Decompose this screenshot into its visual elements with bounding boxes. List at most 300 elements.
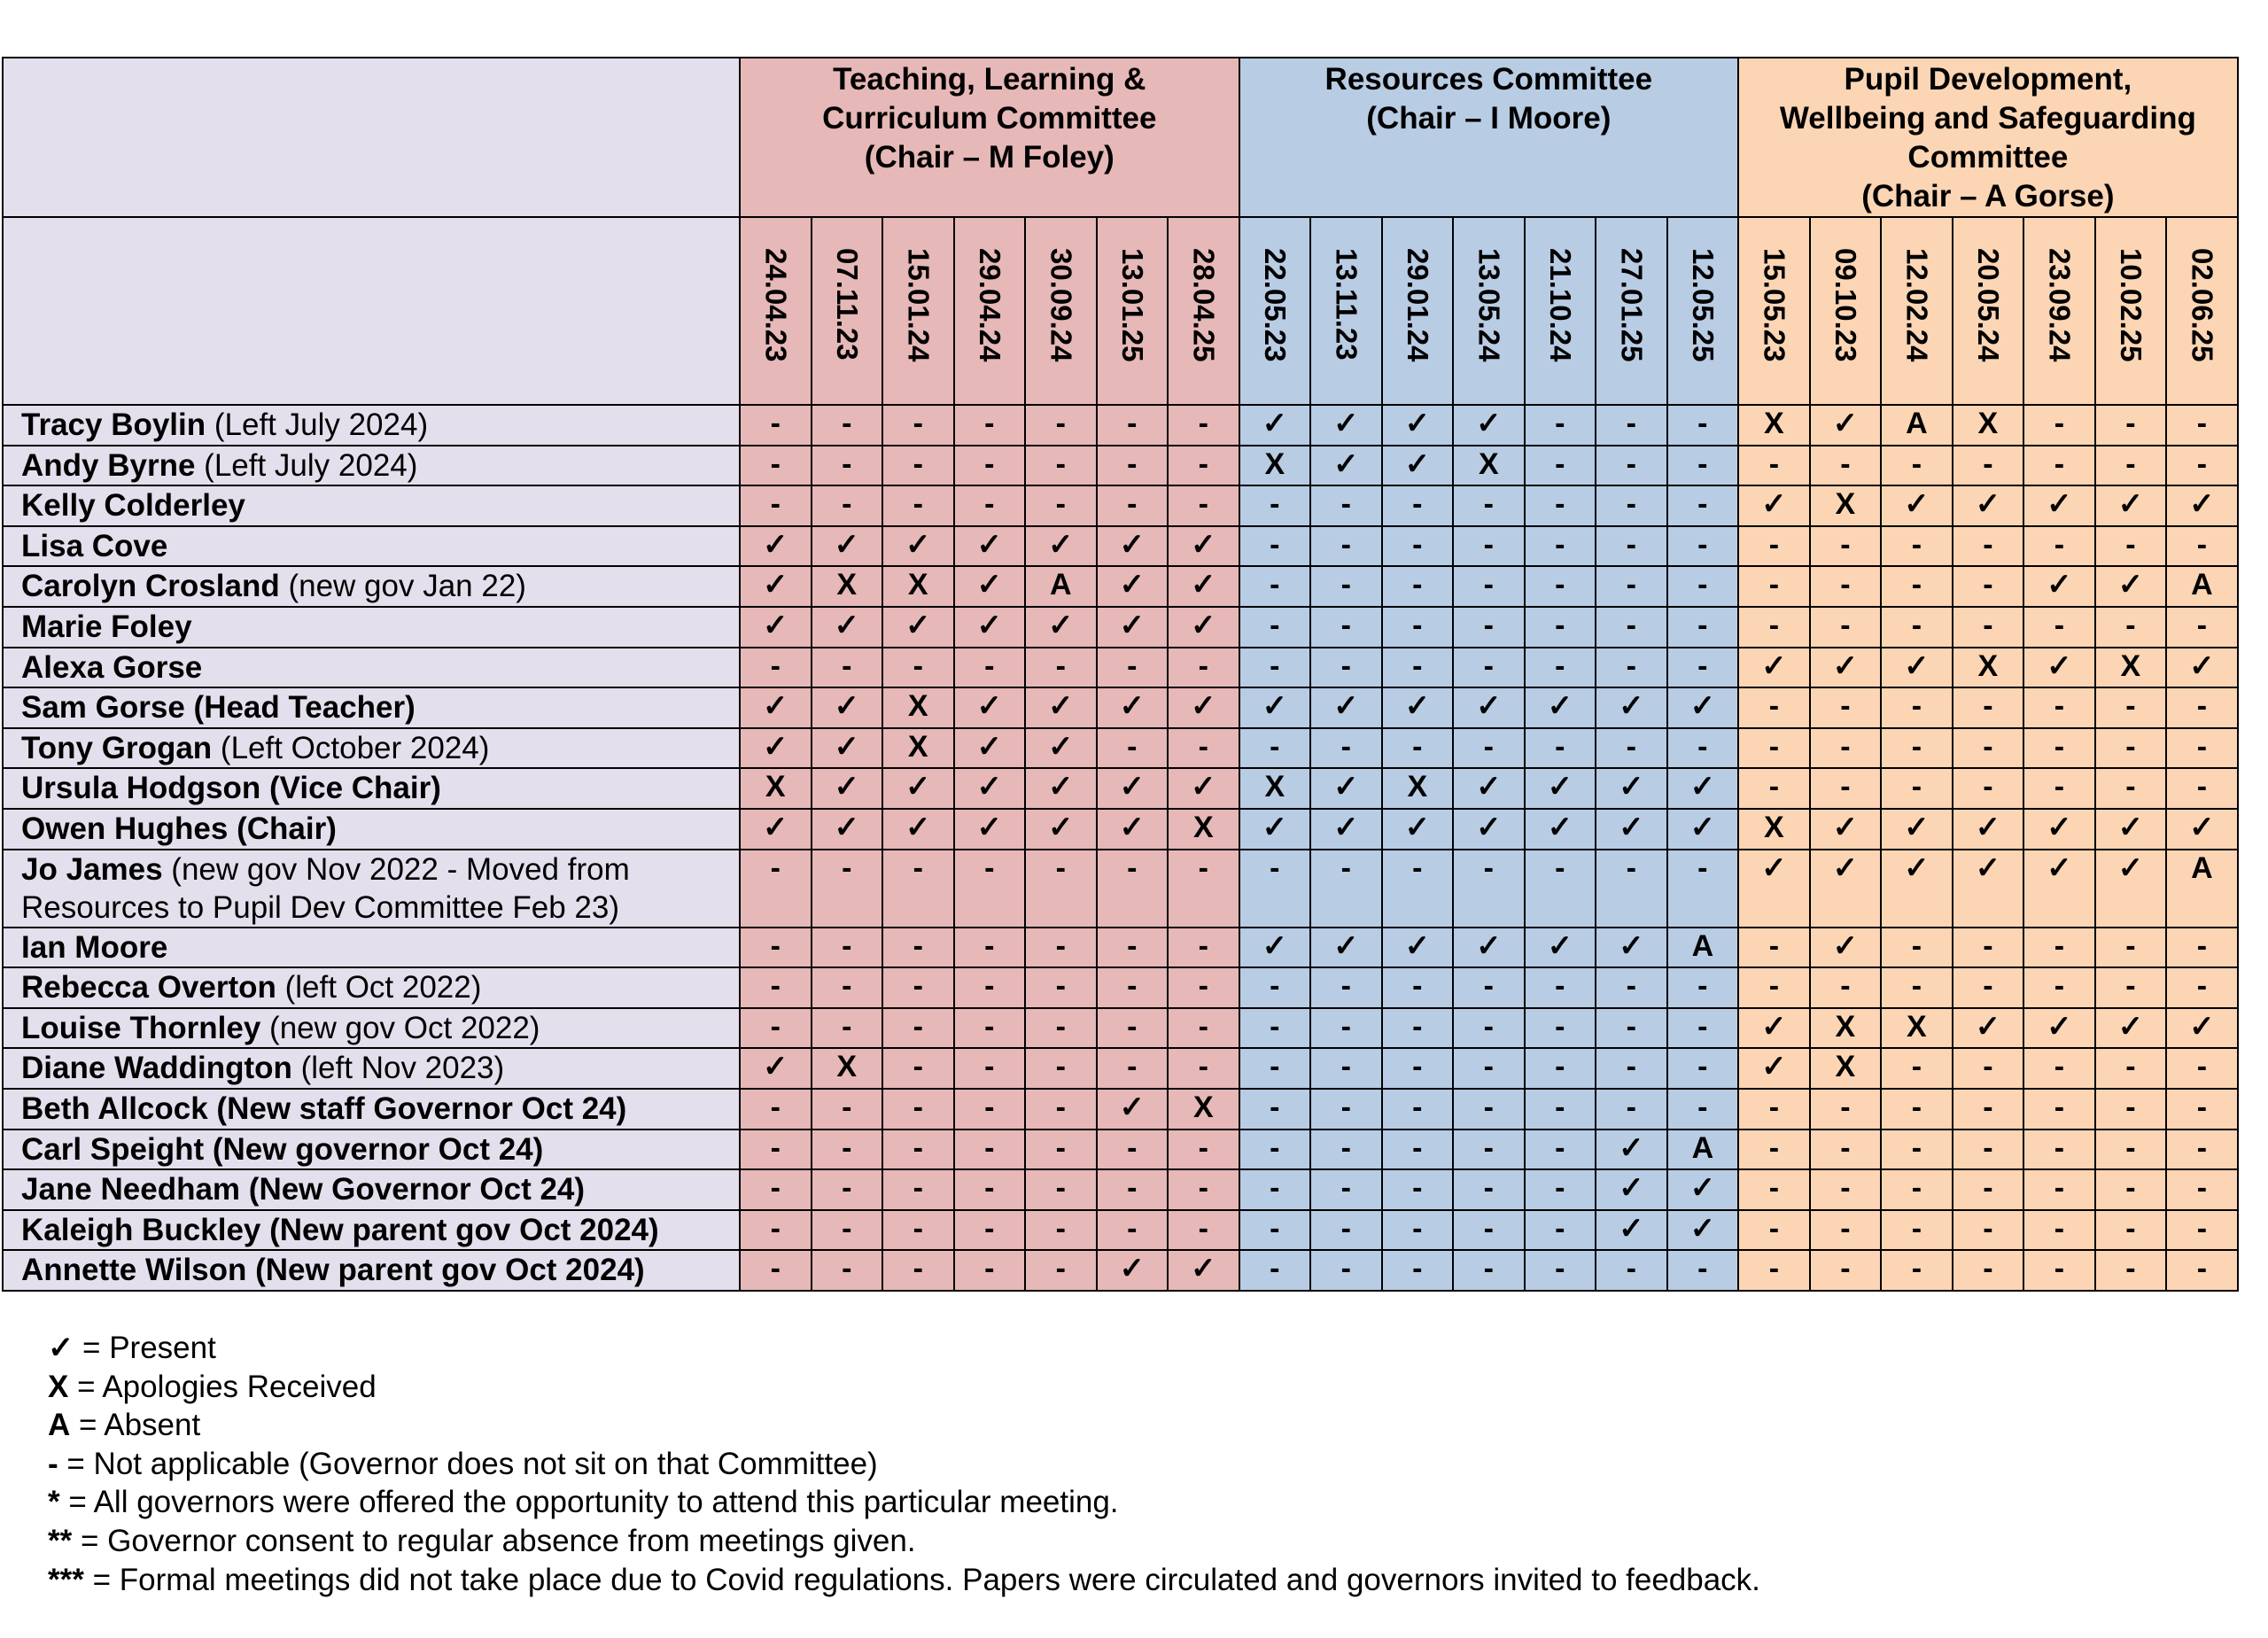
attendance-mark: - [1738,1210,1810,1251]
meeting-date-label: 27.01.25 [1615,248,1649,362]
attendance-mark: ✓ [740,1048,812,1089]
attendance-mark: - [1525,1250,1596,1291]
attendance-mark: ✓ [1881,809,1953,850]
legend-text: = Formal meetings did not take place due to Covid regulations. Papers were circulated and governors invited to feedback. [83,1562,1760,1597]
attendance-mark: - [1596,648,1667,688]
attendance-mark: - [1239,1048,1311,1089]
attendance-mark: ✓ [1168,768,1239,809]
attendance-mark: - [882,928,954,968]
attendance-mark: - [1168,1048,1239,1089]
meeting-date [882,217,954,405]
attendance-mark: ✓ [1025,526,1097,567]
attendance-mark: - [1382,607,1454,648]
attendance-mark: ✓ [954,728,1026,769]
attendance-mark: - [954,1089,1026,1130]
attendance-mark: - [2095,728,2167,769]
attendance-mark: - [1025,1008,1097,1049]
attendance-mark: ✓ [2095,566,2167,607]
meeting-dates-row [3,217,2238,405]
attendance-mark: ✓ [2095,1008,2167,1049]
attendance-mark: - [882,1048,954,1089]
attendance-mark: ✓ [954,809,1026,850]
attendance-mark: - [1596,405,1667,446]
attendance-mark: ✓ [882,768,954,809]
legend-symbol: ✓ [48,1331,74,1365]
governor-name-cell [3,768,740,809]
attendance-mark: - [1025,928,1097,968]
governor-name-cell [3,566,740,607]
legend-text: = All governors were offered the opportunity to attend this particular meeting. [59,1485,1119,1520]
attendance-mark: - [1025,648,1097,688]
attendance-mark: - [1525,566,1596,607]
attendance-mark: - [1168,967,1239,1008]
attendance-mark: - [2095,1210,2167,1251]
attendance-mark: X [1953,405,2024,446]
attendance-mark: X [2095,648,2167,688]
attendance-mark: - [1382,526,1454,567]
attendance-mark: - [740,648,812,688]
attendance-mark: - [1239,1250,1311,1291]
meeting-date [1168,217,1239,405]
attendance-mark: A [1667,1130,1739,1170]
attendance-mark: - [2095,967,2167,1008]
attendance-mark: - [1667,850,1739,928]
attendance-mark: - [1667,1048,1739,1089]
attendance-mark: - [1097,485,1169,526]
governor-name-cell [3,485,740,526]
attendance-mark: - [1738,1250,1810,1291]
governor-name-cell [3,809,740,850]
attendance-mark: ✓ [2166,648,2238,688]
attendance-mark: - [740,967,812,1008]
attendance-mark: ✓ [1097,526,1169,567]
governor-row [3,485,2238,526]
attendance-mark: ✓ [882,526,954,567]
attendance-mark: ✓ [1810,648,1882,688]
attendance-mark: - [2166,1130,2238,1170]
attendance-mark: - [1667,566,1739,607]
attendance-mark: ✓ [1453,687,1525,728]
attendance-mark: - [882,648,954,688]
attendance-mark: X [1738,405,1810,446]
attendance-mark: - [1738,1130,1810,1170]
governor-name: Owen Hughes [21,811,229,846]
committee-header [740,58,1239,217]
attendance-mark: - [740,1089,812,1130]
attendance-mark: ✓ [1596,1130,1667,1170]
attendance-mark: - [1025,1169,1097,1210]
attendance-mark: - [1453,967,1525,1008]
governor-row [3,728,2238,769]
attendance-mark: - [1382,1250,1454,1291]
governor-name-cell [3,967,740,1008]
attendance-mark: - [2095,1169,2167,1210]
attendance-mark: ✓ [954,566,1026,607]
meeting-date [812,217,883,405]
legend-text: = Governor consent to regular absence from meetings given. [72,1523,916,1558]
governor-note: (Left July 2024) [206,408,429,442]
attendance-mark: - [812,1130,883,1170]
committee-title-line: (Chair – I Moore) [1366,101,1612,136]
attendance-mark: - [1953,728,2024,769]
attendance-mark: ✓ [812,809,883,850]
governor-row [3,526,2238,567]
legend-item [48,1522,1760,1561]
legend-symbol: - [48,1446,58,1481]
attendance-mark: A [2166,566,2238,607]
attendance-mark: - [2166,1048,2238,1089]
attendance-mark: ✓ [1310,809,1382,850]
attendance-mark: ✓ [1097,607,1169,648]
attendance-mark: ✓ [1953,809,2024,850]
attendance-mark: - [1239,485,1311,526]
governor-name-cell [3,1048,740,1089]
governor-row [3,566,2238,607]
attendance-mark: X [1810,1008,1882,1049]
attendance-mark: - [954,405,1026,446]
attendance-mark: ✓ [1168,607,1239,648]
attendance-mark: - [1097,405,1169,446]
attendance-mark: ✓ [1097,566,1169,607]
attendance-mark: - [812,967,883,1008]
governor-name-cell [3,1130,740,1170]
attendance-mark: ✓ [1025,687,1097,728]
attendance-mark: X [1953,648,2024,688]
attendance-mark: ✓ [2023,566,2095,607]
attendance-mark: - [1881,1210,1953,1251]
governor-name: Carl Speight [21,1131,205,1167]
governor-row [3,1048,2238,1089]
attendance-mark: - [1596,485,1667,526]
meeting-date-label: 12.02.24 [1900,248,1934,362]
legend-item [48,1406,1760,1445]
attendance-mark: - [1953,1169,2024,1210]
legend-text: = Apologies Received [68,1369,377,1404]
attendance-mark: - [1525,1089,1596,1130]
attendance-mark: ✓ [2095,809,2167,850]
attendance-mark: ✓ [812,526,883,567]
attendance-mark: - [812,850,883,928]
governor-name-cell [3,1169,740,1210]
governor-note: (New parent gov Oct 2024) [246,1253,645,1288]
attendance-mark: - [1382,850,1454,928]
attendance-mark: ✓ [740,809,812,850]
governor-note: (Chair) [228,811,337,846]
attendance-mark: - [1453,728,1525,769]
attendance-mark: - [1097,1048,1169,1089]
attendance-mark: ✓ [1667,1169,1739,1210]
governor-name: Diane Waddington [21,1051,292,1086]
attendance-mark: - [1453,485,1525,526]
attendance-mark: - [812,1089,883,1130]
attendance-mark: A [2166,850,2238,928]
attendance-mark: - [1667,1008,1739,1049]
attendance-mark: X [812,566,883,607]
attendance-mark: - [954,1048,1026,1089]
attendance-mark: ✓ [740,566,812,607]
attendance-mark: - [1239,850,1311,928]
attendance-mark: X [1239,446,1311,486]
governor-name: Kaleigh Buckley [21,1212,261,1247]
attendance-mark: - [2166,768,2238,809]
attendance-mark: ✓ [882,809,954,850]
attendance-mark: - [882,446,954,486]
attendance-mark: - [954,850,1026,928]
attendance-mark: ✓ [1239,928,1311,968]
attendance-mark: - [954,1008,1026,1049]
governor-row [3,648,2238,688]
attendance-mark: - [1596,1250,1667,1291]
meeting-date-label: 09.10.23 [1829,248,1862,362]
attendance-mark: - [2166,446,2238,486]
attendance-mark: ✓ [1025,728,1097,769]
attendance-mark: ✓ [1738,1008,1810,1049]
attendance-mark: - [1453,526,1525,567]
attendance-mark: - [812,1169,883,1210]
attendance-mark: - [1168,1169,1239,1210]
attendance-mark: - [1810,607,1882,648]
attendance-mark: - [1667,526,1739,567]
attendance-mark: - [1525,967,1596,1008]
attendance-mark: - [1667,405,1739,446]
attendance-mark: ✓ [1168,526,1239,567]
governor-name: Tony Grogan [21,730,213,765]
attendance-mark: ✓ [1025,809,1097,850]
attendance-mark: - [1596,607,1667,648]
attendance-mark: - [954,485,1026,526]
committee-header [1738,58,2238,217]
governor-row [3,1089,2238,1130]
governor-note: (Left October 2024) [212,730,490,765]
governor-name: Kelly Colderley [21,488,245,524]
attendance-mark: - [1168,1008,1239,1049]
attendance-mark: - [882,850,954,928]
attendance-mark: - [1525,1008,1596,1049]
attendance-mark: ✓ [1525,928,1596,968]
attendance-mark: - [1025,1048,1097,1089]
attendance-mark: - [2023,728,2095,769]
attendance-mark: - [1810,1210,1882,1251]
attendance-mark: - [1239,526,1311,567]
attendance-mark: - [1239,1210,1311,1251]
attendance-mark: ✓ [1239,687,1311,728]
governor-row [3,607,2238,648]
attendance-mark: ✓ [1453,809,1525,850]
attendance-mark: - [882,1210,954,1251]
governor-row [3,768,2238,809]
attendance-mark: ✓ [1025,607,1097,648]
attendance-mark: - [882,1130,954,1170]
attendance-mark: - [1168,1130,1239,1170]
attendance-mark: - [882,1089,954,1130]
meeting-date-label: 10.02.25 [2114,248,2148,362]
meeting-date-label: 22.05.23 [1258,248,1292,362]
attendance-mark: - [2095,928,2167,968]
attendance-mark: ✓ [1881,485,1953,526]
attendance-mark: - [1953,607,2024,648]
attendance-mark: ✓ [1596,1169,1667,1210]
attendance-mark: - [1382,967,1454,1008]
governor-note: (New parent gov Oct 2024) [260,1212,659,1247]
attendance-mark: - [812,405,883,446]
committee-header-row [3,58,2238,217]
meeting-date [1596,217,1667,405]
attendance-mark: - [1025,967,1097,1008]
attendance-mark: A [1025,566,1097,607]
attendance-mark: - [1097,1169,1169,1210]
attendance-mark: - [2095,446,2167,486]
attendance-mark: ✓ [1168,566,1239,607]
attendance-mark: - [1382,648,1454,688]
attendance-mark: - [2023,1169,2095,1210]
meeting-date-label: 29.04.24 [973,248,1006,362]
governor-name-cell [3,1250,740,1291]
attendance-mark: ✓ [740,607,812,648]
meeting-date [2095,217,2167,405]
attendance-mark: ✓ [2166,485,2238,526]
attendance-mark: - [1382,485,1454,526]
attendance-mark: A [1667,928,1739,968]
governor-name-cell [3,1008,740,1049]
attendance-mark: - [1453,607,1525,648]
attendance-mark: - [1310,1089,1382,1130]
attendance-mark: - [1453,1130,1525,1170]
attendance-mark: ✓ [1738,485,1810,526]
legend-item [48,1483,1760,1522]
legend-symbol: *** [48,1562,84,1597]
governor-row [3,967,2238,1008]
attendance-mark: ✓ [2166,809,2238,850]
attendance-mark: - [1382,1089,1454,1130]
attendance-mark: - [1453,648,1525,688]
attendance-mark: X [1453,446,1525,486]
governor-name: Annette Wilson [21,1253,247,1288]
legend-item [48,1329,1760,1368]
attendance-mark: - [1881,768,1953,809]
attendance-mark: - [740,928,812,968]
attendance-mark: - [740,485,812,526]
attendance-mark: ✓ [1097,768,1169,809]
governor-row [3,1130,2238,1170]
attendance-mark: ✓ [1667,768,1739,809]
governor-name: Lisa Cove [21,528,168,563]
meeting-date-label: 29.01.24 [1401,248,1434,362]
attendance-mark: ✓ [1667,1210,1739,1251]
attendance-mark: A [1881,405,1953,446]
attendance-mark: - [1025,1130,1097,1170]
attendance-mark: - [1881,566,1953,607]
attendance-mark: X [1382,768,1454,809]
attendance-mark: - [1810,446,1882,486]
attendance-mark: - [1596,967,1667,1008]
governor-note: (left Oct 2022) [276,970,482,1005]
attendance-mark: ✓ [1382,405,1454,446]
attendance-mark: - [1239,607,1311,648]
attendance-mark: - [2023,1089,2095,1130]
attendance-mark: - [1025,1210,1097,1251]
attendance-mark: ✓ [812,728,883,769]
attendance-mark: - [1667,728,1739,769]
attendance-mark: ✓ [1596,1210,1667,1251]
legend-item [48,1445,1760,1484]
meeting-date-label: 13.01.25 [1115,248,1149,362]
legend-text: = Not applicable (Governor does not sit on that Committee) [58,1446,878,1481]
meeting-date [1239,217,1311,405]
attendance-mark: ✓ [1168,687,1239,728]
meeting-date-label: 24.04.23 [759,248,793,362]
attendance-mark: - [1525,607,1596,648]
committee-title-line: Resources Committee [1324,62,1653,97]
governor-note: (new gov Jan 22) [279,569,526,604]
attendance-mark: - [1810,526,1882,567]
attendance-mark: - [1738,728,1810,769]
attendance-mark: - [1881,1048,1953,1089]
governor-name: Andy Byrne [21,447,196,483]
committee-title-line: Pupil Development, [1844,62,2132,97]
attendance-mark: - [1596,728,1667,769]
attendance-mark: - [1025,405,1097,446]
attendance-mark: ✓ [2023,485,2095,526]
attendance-mark: - [1810,1250,1882,1291]
governor-note: (New governor Oct 24) [204,1131,544,1167]
attendance-mark: - [1310,566,1382,607]
attendance-mark: - [882,967,954,1008]
attendance-mark: - [1953,768,2024,809]
attendance-mark: - [1097,1130,1169,1170]
attendance-mark: - [882,485,954,526]
attendance-mark: - [1810,687,1882,728]
attendance-mark: ✓ [1025,768,1097,809]
attendance-mark: - [2023,967,2095,1008]
attendance-mark: ✓ [1239,405,1311,446]
meeting-date [740,217,812,405]
attendance-mark: - [1382,1169,1454,1210]
attendance-mark: - [2166,928,2238,968]
attendance-mark: ✓ [1310,928,1382,968]
attendance-mark: - [1738,928,1810,968]
attendance-mark: - [1667,967,1739,1008]
attendance-mark: ✓ [954,526,1026,567]
attendance-mark: - [2023,1210,2095,1251]
attendance-mark: - [812,928,883,968]
meeting-date [1025,217,1097,405]
attendance-mark: - [954,1169,1026,1210]
attendance-mark: ✓ [954,768,1026,809]
attendance-mark: - [1168,1210,1239,1251]
attendance-mark: - [2023,1048,2095,1089]
governor-row [3,1250,2238,1291]
attendance-mark: - [812,1250,883,1291]
attendance-mark: - [740,1169,812,1210]
attendance-mark: - [882,1250,954,1291]
attendance-mark: ✓ [1810,809,1882,850]
attendance-mark: - [2166,526,2238,567]
attendance-mark: - [1953,1130,2024,1170]
attendance-mark: - [1310,485,1382,526]
meeting-date [1382,217,1454,405]
governor-name: Tracy Boylin [21,408,206,442]
attendance-mark: ✓ [1382,809,1454,850]
attendance-mark: - [1168,485,1239,526]
attendance-mark: ✓ [2095,485,2167,526]
governor-row [3,1169,2238,1210]
attendance-mark: ✓ [1810,928,1882,968]
attendance-mark: - [1881,687,1953,728]
attendance-mark: - [2166,405,2238,446]
attendance-mark: - [1953,446,2024,486]
governor-name: Ursula Hodgson [21,771,261,806]
attendance-mark: - [2166,967,2238,1008]
